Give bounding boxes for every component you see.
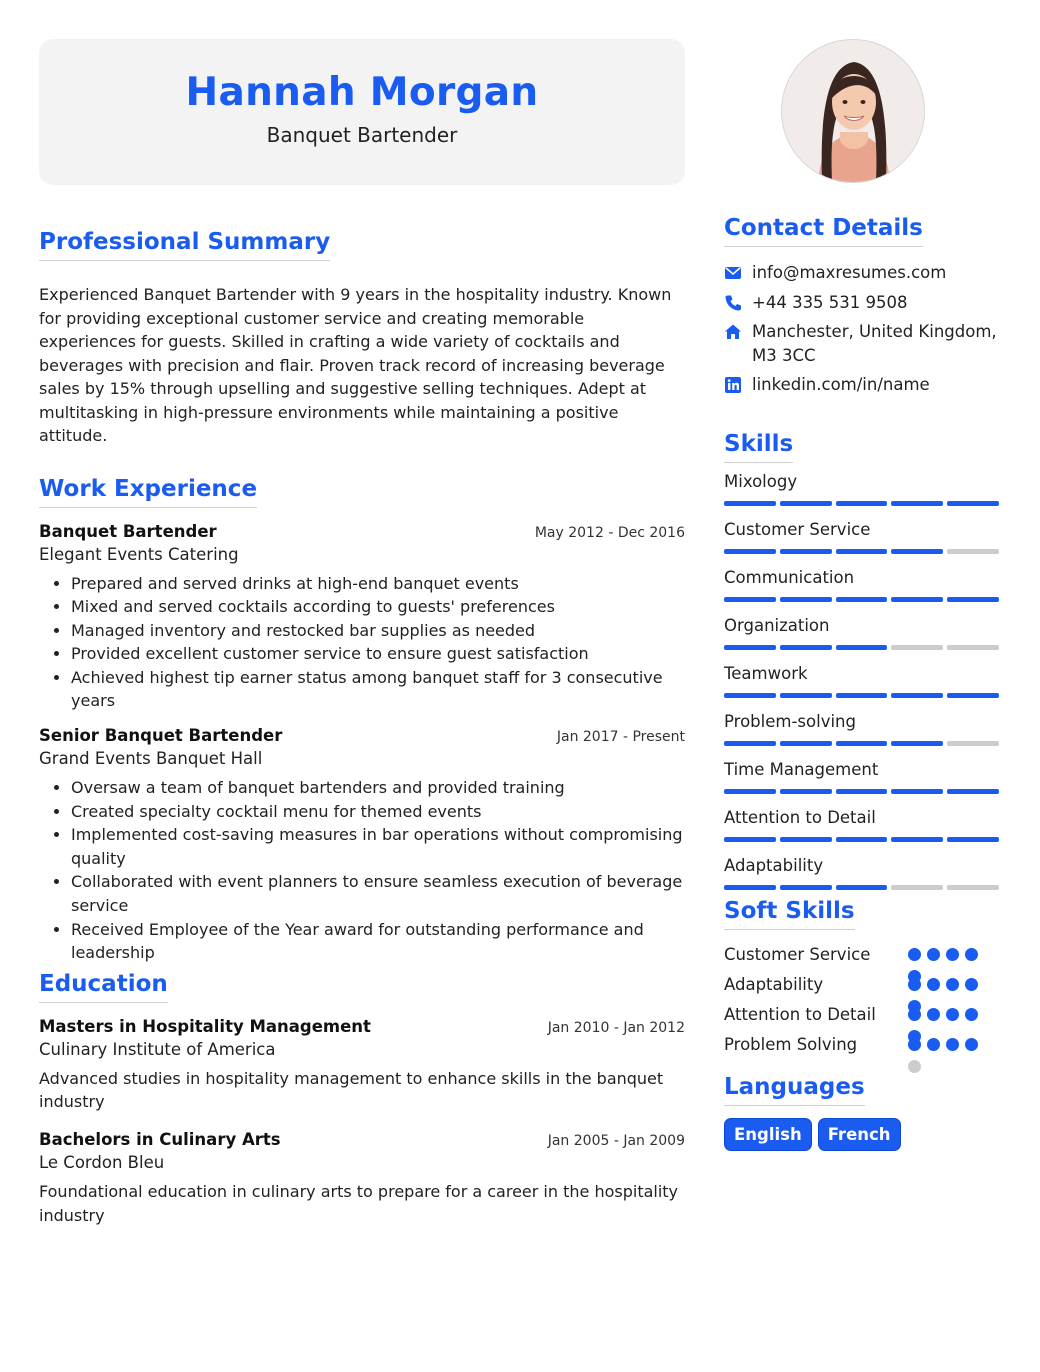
- soft-skill-rating: [908, 948, 984, 962]
- skill-name: Adaptability: [724, 855, 824, 875]
- job-entry: [39, 724, 685, 965]
- candidate-title: Banquet Bartender: [266, 123, 458, 147]
- job-bullet: • Created specialty cocktail menu for themed events: [71, 800, 685, 824]
- skill-item: [724, 519, 1004, 554]
- skill-level-segment: [780, 549, 832, 554]
- job-bullets: [39, 776, 685, 965]
- education-school: Culinary Institute of America: [39, 1039, 276, 1059]
- skill-level-segment: [891, 837, 943, 842]
- soft-skills-heading: Soft Skills: [724, 896, 855, 930]
- soft-skill-name: Customer Service: [724, 945, 871, 964]
- summary-heading: Professional Summary: [39, 227, 330, 261]
- skill-level-segment: [891, 549, 943, 554]
- skill-level-bars: [724, 741, 999, 746]
- job-role: Senior Banquet Bartender: [39, 726, 283, 746]
- skill-level-segment: [724, 837, 776, 842]
- soft-skill-item: [724, 970, 1004, 1000]
- skill-level-segment: [780, 693, 832, 698]
- education-degree: Masters in Hospitality Management: [39, 1016, 371, 1036]
- rating-dot: [927, 1008, 940, 1021]
- skill-level-segment: [947, 693, 999, 698]
- skill-level-segment: [891, 741, 943, 746]
- candidate-name: Hannah Morgan: [185, 70, 539, 115]
- rating-dot: [965, 948, 978, 961]
- rating-dot: [946, 1038, 959, 1051]
- skill-level-segment: [947, 597, 999, 602]
- skill-item: [724, 567, 1004, 602]
- language-tag: English: [724, 1118, 812, 1151]
- contact-section: [724, 213, 1004, 397]
- job-dates: May 2012 - Dec 2016: [534, 524, 685, 541]
- job-bullet: • Received Employee of the Year award for outstanding performance and leadership: [71, 918, 685, 965]
- skill-level-segment: [724, 597, 776, 602]
- skill-level-segment: [891, 597, 943, 602]
- languages-section: [724, 1072, 1004, 1151]
- skill-level-segment: [891, 501, 943, 506]
- skills-section: [724, 429, 1004, 890]
- skill-level-segment: [780, 645, 832, 650]
- skill-level-segment: [836, 645, 888, 650]
- job-bullet: • Prepared and served drinks at high-end banquet events: [71, 572, 685, 596]
- skill-item: [724, 471, 1004, 506]
- skill-level-segment: [836, 789, 888, 794]
- soft-skill-item: [724, 1030, 1004, 1060]
- skill-item: [724, 855, 1004, 890]
- skill-level-segment: [724, 501, 776, 506]
- skill-level-segment: [836, 837, 888, 842]
- skill-name: Problem-solving: [724, 711, 856, 731]
- sidebar-column: [724, 39, 1004, 1151]
- skill-level-segment: [724, 885, 776, 890]
- header-box: [39, 39, 685, 185]
- rating-dot: [908, 1008, 921, 1021]
- skill-level-segment: [947, 549, 999, 554]
- rating-dot: [908, 978, 921, 991]
- contact-phone[interactable]: [724, 291, 1004, 315]
- rating-dot: [927, 1038, 940, 1051]
- skill-name: Organization: [724, 615, 830, 635]
- skill-name: Mixology: [724, 471, 798, 491]
- skill-level-segment: [836, 693, 888, 698]
- language-tag: French: [818, 1118, 901, 1151]
- home-icon: [724, 323, 742, 341]
- skill-level-segment: [891, 789, 943, 794]
- job-bullet: • Provided excellent customer service to ensure guest satisfaction: [71, 642, 685, 666]
- skill-level-segment: [836, 741, 888, 746]
- contact-linkedin[interactable]: [724, 373, 1004, 397]
- job-bullet: • Oversaw a team of banquet bartenders and provided training: [71, 776, 685, 800]
- job-dates: Jan 2017 - Present: [556, 729, 685, 746]
- soft-skills-list: [724, 940, 1004, 1060]
- skill-level-segment: [947, 741, 999, 746]
- profile-photo-illustration: [782, 40, 925, 183]
- skill-level-segment: [780, 837, 832, 842]
- soft-skills-section: [724, 896, 1004, 1060]
- skill-level-segment: [947, 501, 999, 506]
- skill-level-segment: [724, 645, 776, 650]
- education-entry: [39, 1015, 685, 1114]
- skill-level-segment: [947, 789, 999, 794]
- skill-name: Time Management: [724, 759, 879, 779]
- phone-icon: [724, 294, 742, 312]
- education-school: Le Cordon Bleu: [39, 1153, 165, 1172]
- skill-level-segment: [724, 693, 776, 698]
- skills-list: [724, 471, 1004, 890]
- education-dates: Jan 2005 - Jan 2009: [547, 1133, 685, 1149]
- rating-dot: [946, 948, 959, 961]
- skill-level-segment: [780, 885, 832, 890]
- skill-level-bars: [724, 645, 999, 650]
- contact-email[interactable]: [724, 261, 1004, 285]
- skill-level-segment: [780, 789, 832, 794]
- skill-level-bars: [724, 789, 999, 794]
- job-org: Grand Events Banquet Hall: [39, 749, 263, 769]
- profile-photo: [781, 39, 925, 183]
- skill-level-bars: [724, 837, 999, 842]
- skill-level-bars: [724, 693, 999, 698]
- soft-skill-name: Attention to Detail: [724, 1005, 876, 1024]
- rating-dot: [946, 1008, 959, 1021]
- envelope-icon: [724, 264, 742, 282]
- skill-level-bars: [724, 501, 999, 506]
- soft-skill-item: [724, 940, 1004, 970]
- soft-skill-name: Problem Solving: [724, 1035, 858, 1054]
- contact-phone-text: +44 335 531 9508: [752, 292, 908, 312]
- soft-skill-item: [724, 1000, 1004, 1030]
- rating-dot: [927, 948, 940, 961]
- job-bullet: • Managed inventory and restocked bar supplies as needed: [71, 619, 685, 643]
- skill-item: [724, 807, 1004, 842]
- education-section: [39, 969, 685, 1227]
- skill-name: Customer Service: [724, 519, 871, 539]
- experience-heading: Work Experience: [39, 474, 257, 508]
- soft-skill-name: Adaptability: [724, 975, 824, 994]
- skill-level-segment: [724, 549, 776, 554]
- contact-address-text: Manchester, United Kingdom, M3 3CC: [752, 322, 997, 365]
- contact-heading: Contact Details: [724, 213, 923, 247]
- skill-level-segment: [724, 741, 776, 746]
- job-role: Banquet Bartender: [39, 521, 217, 541]
- soft-skill-rating: [908, 1008, 984, 1022]
- job-bullets: [39, 572, 685, 714]
- education-description: Advanced studies in hospitality management to enhance skills in the banquet industry: [39, 1068, 664, 1112]
- job-bullet: • Mixed and served cocktails according to guests' preferences: [71, 595, 685, 619]
- skill-level-bars: [724, 597, 999, 602]
- contact-linkedin-text: linkedin.com/in/name: [752, 375, 930, 394]
- rating-dot: [927, 978, 940, 991]
- skill-level-segment: [891, 645, 943, 650]
- job-bullet: • Collaborated with event planners to ensure seamless execution of beverage service: [71, 870, 685, 917]
- contact-email-text: info@maxresumes.com: [752, 263, 947, 282]
- main-column: [39, 39, 685, 1227]
- skill-name: Teamwork: [724, 663, 808, 683]
- languages-list: [724, 1118, 1004, 1151]
- education-description: Foundational education in culinary arts to prepare for a career in the hospitality industry: [39, 1182, 679, 1225]
- skill-level-segment: [780, 597, 832, 602]
- rating-dot: [965, 978, 978, 991]
- skill-level-segment: [780, 741, 832, 746]
- languages-heading: Languages: [724, 1072, 865, 1106]
- skill-level-bars: [724, 549, 999, 554]
- summary-text: Experienced Banquet Bartender with 9 years in the hospitality industry. Known for providing exceptional customer service and creating memorable experiences for guests. Skilled in crafting a wide variety of cocktails and beverages with precision and flair. Proven track record of increasing beverage sales by 15% through upselling and suggestive selling techniques. Adept at multitasking in high-pressure environments while maintaining a positive attitude.: [39, 285, 672, 445]
- skill-level-segment: [891, 693, 943, 698]
- skill-item: [724, 759, 1004, 794]
- rating-dot: [908, 1038, 921, 1051]
- skill-level-segment: [947, 837, 999, 842]
- rating-dot: [908, 948, 921, 961]
- rating-dot: [965, 1008, 978, 1021]
- skill-level-segment: [724, 789, 776, 794]
- education-degree: Bachelors in Culinary Arts: [39, 1130, 281, 1149]
- skill-level-segment: [780, 501, 832, 506]
- skill-level-bars: [724, 885, 999, 890]
- rating-dot: [908, 1060, 921, 1073]
- skill-level-segment: [836, 549, 888, 554]
- rating-dot: [965, 1038, 978, 1051]
- summary-section: [39, 227, 685, 448]
- contact-address: [724, 320, 1004, 367]
- education-heading: Education: [39, 969, 168, 1003]
- soft-skill-rating: [908, 978, 984, 992]
- skill-name: Communication: [724, 567, 855, 587]
- skill-item: [724, 711, 1004, 746]
- contact-list: [724, 261, 1004, 397]
- skill-level-segment: [947, 885, 999, 890]
- skill-name: Attention to Detail: [724, 807, 876, 827]
- skill-item: [724, 663, 1004, 698]
- skills-heading: Skills: [724, 429, 793, 463]
- experience-section: [39, 474, 685, 965]
- skill-level-segment: [891, 885, 943, 890]
- skill-item: [724, 615, 1004, 650]
- skill-level-segment: [836, 501, 888, 506]
- job-bullet: • Implemented cost-saving measures in bar operations without compromising quality: [71, 823, 685, 870]
- job-bullet: • Achieved highest tip earner status among banquet staff for 3 consecutive years: [71, 666, 685, 713]
- skill-level-segment: [947, 645, 999, 650]
- skill-level-segment: [836, 597, 888, 602]
- education-entry: [39, 1128, 685, 1227]
- rating-dot: [946, 978, 959, 991]
- education-dates: Jan 2010 - Jan 2012: [547, 1019, 685, 1036]
- soft-skill-rating: [908, 1038, 984, 1052]
- job-entry: [39, 520, 685, 714]
- job-org: Elegant Events Catering: [39, 544, 239, 564]
- linkedin-icon: [724, 376, 742, 394]
- skill-level-segment: [836, 885, 888, 890]
